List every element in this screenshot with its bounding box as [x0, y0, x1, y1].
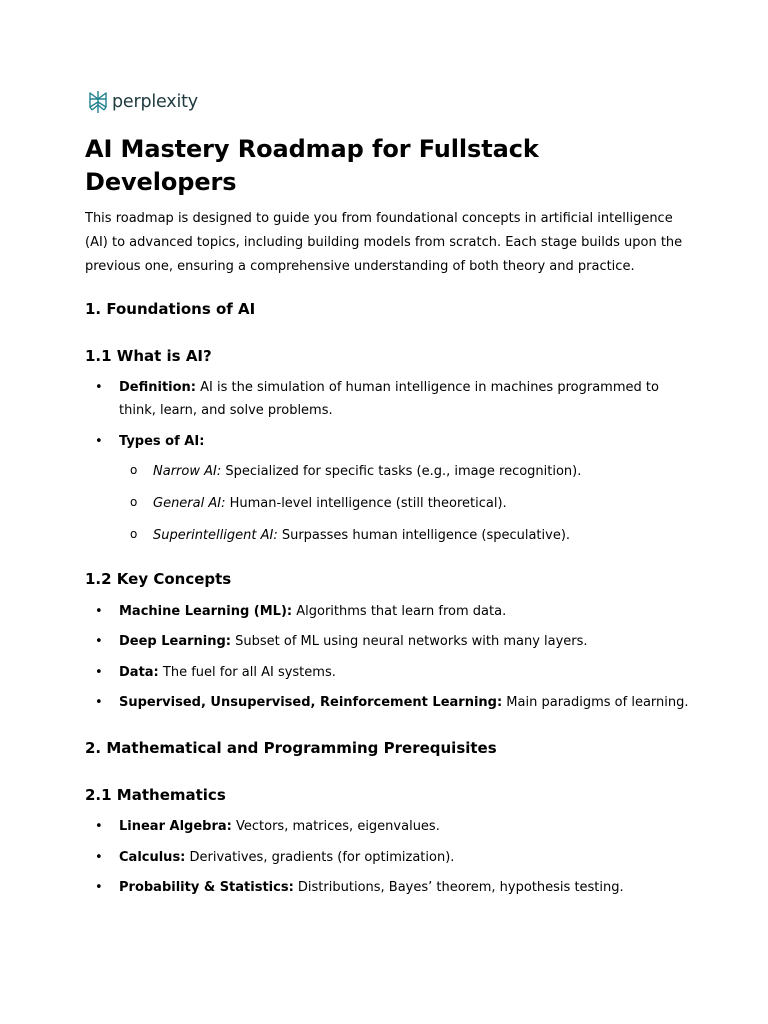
document-body [85, 133, 695, 899]
ml-term: Machine Learning (ML): [119, 604, 293, 619]
definition-term: Definition: [119, 380, 197, 395]
section-1-1-heading: 1.1 What is AI? [85, 347, 212, 365]
general-ai-term: General AI: [153, 496, 226, 511]
narrow-ai-text: Specialized for specific tasks (e.g., image recognition). [221, 464, 582, 479]
perplexity-logo-icon [88, 90, 108, 114]
probability-term: Probability & Statistics: [119, 880, 294, 895]
list-item [85, 630, 695, 653]
data-text: The fuel for all AI systems. [158, 665, 336, 680]
general-ai-text: Human-level intelligence (still theoretical). [225, 496, 507, 511]
key-concepts-list [85, 600, 695, 714]
mathematics-list [85, 815, 695, 899]
sub-list-item [85, 492, 695, 515]
list-item [85, 815, 695, 838]
list-item [85, 430, 695, 547]
ml-text: Algorithms that learn from data. [292, 604, 507, 619]
sub-list-item [85, 524, 695, 547]
page-title: AI Mastery Roadmap for Fullstack Developers [85, 135, 539, 196]
paradigms-text: Main paradigms of learning. [502, 695, 689, 710]
perplexity-logo [88, 90, 198, 114]
what-is-ai-list [85, 376, 695, 547]
probability-text: Distributions, Bayes’ theorem, hypothesis testing. [293, 880, 624, 895]
section-1-2-heading: 1.2 Key Concepts [85, 570, 232, 588]
calculus-term: Calculus: [119, 850, 186, 865]
section-1-heading: 1. Foundations of AI [85, 300, 256, 318]
types-of-ai-sublist [85, 460, 695, 547]
linear-algebra-term: Linear Algebra: [119, 819, 232, 834]
data-term: Data: [119, 665, 159, 680]
list-item [85, 376, 695, 422]
narrow-ai-term: Narrow AI: [153, 464, 222, 479]
list-item [85, 600, 695, 623]
list-item [85, 661, 695, 684]
linear-algebra-text: Vectors, matrices, eigenvalues. [231, 819, 440, 834]
dl-term: Deep Learning: [119, 634, 232, 649]
logo-wordmark: perplexity [112, 92, 198, 112]
list-item [85, 691, 695, 714]
superintelligent-ai-term: Superintelligent AI: [153, 528, 278, 543]
paradigms-term: Supervised, Unsupervised, Reinforcement Learning: [119, 695, 503, 710]
types-term: Types of AI: [119, 434, 205, 449]
definition-text: AI is the simulation of human intelligence in machines programmed to think, learn, and solve problems. [119, 380, 659, 418]
intro-paragraph: This roadmap is designed to guide you from foundational concepts in artificial intelligence (AI) to advanced topics, including building models from scratch. Each stage builds upon the previous one, ensuring a comprehensive understanding of both theory and practice. [85, 211, 683, 274]
section-2-heading: 2. Mathematical and Programming Prerequisites [85, 739, 497, 757]
list-item [85, 846, 695, 869]
section-2-1-heading: 2.1 Mathematics [85, 786, 226, 804]
sub-list-item [85, 460, 695, 483]
calculus-text: Derivatives, gradients (for optimization). [185, 850, 455, 865]
superintelligent-ai-text: Surpasses human intelligence (speculative). [277, 528, 571, 543]
dl-text: Subset of ML using neural networks with many layers. [231, 634, 588, 649]
list-item [85, 876, 695, 899]
